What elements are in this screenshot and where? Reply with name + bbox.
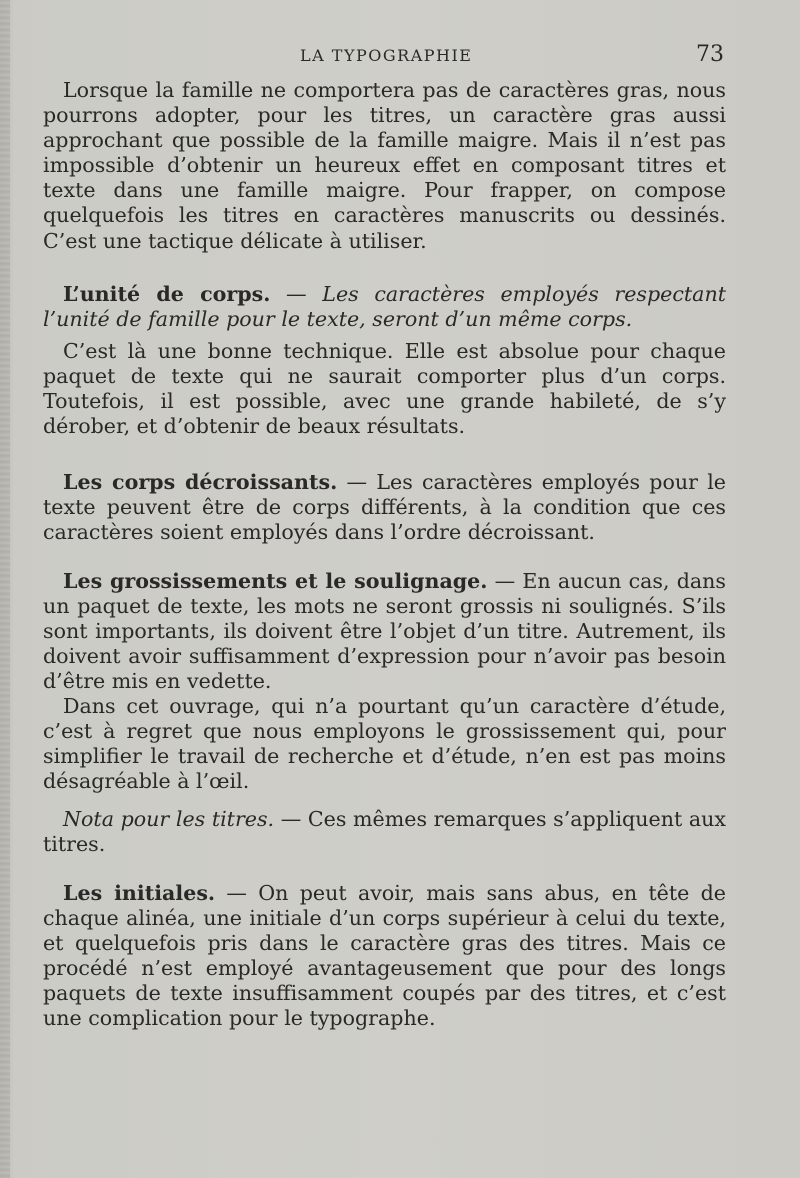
section-heading: Les initiales. [63,880,216,905]
paragraph-text: — On peut avoir, mais sans abus, en tête de chaque alinéa, une initiale d’un corps supérieur à celui du texte, et quelquefois pris dans le caractère gras des titres. Mais ce procédé n’est employé avantageusement que pour des longs paquets de texte insuffisamment coupés par des titres, et c’est une complication pour le typographe. [43,880,726,1030]
paragraph: Dans cet ouvrage, qui n’a pourtant qu’un caractère d’étude, c’est à regret que nous employons le grossissement qui, pour simplifier le travail de recherche et d’étude, n’en est pas moins désagréable à l’œil. [43,693,726,794]
page-number: 73 [696,42,724,67]
page-body [43,78,726,1031]
page-binding-edge [0,0,10,1178]
section-heading: Les corps décroissants. [63,470,338,495]
paragraph: Lorsque la famille ne comportera pas de caractères gras, nous pourrons adopter, pour les titres, un caractère gras aussi approchant que possible de la famille maigre. Mais il n’est pas impossible d’obtenir un heureux effet en composant titres et texte dans une famille maigre. Pour frapper, on compose quelquefois les titres en caractères manuscrits ou dessinés. C’est une tactique délicate à utiliser. [43,78,726,253]
section-heading: Nota pour les titres. [63,807,275,832]
paragraph-text: — En aucun cas, dans un paquet de texte, les mots ne seront grossis ni soulignés. S’ils sont importants, ils doivent être l’objet d’un titre. Autrement, ils doivent avoir suffisamment d’expression pour n’avoir pas besoin d’être mis en vedette. [43,568,726,693]
page-header [40,44,730,72]
paragraph: C’est là une bonne technique. Elle est absolue pour chaque paquet de texte qui ne saurait comporter plus d’un corps. Toutefois, il est possible, avec une grande habileté, de s’y dérober, et d’obtenir de beaux résultats. [43,338,726,439]
paragraph-corps-decroissants [43,470,726,545]
paragraph-initiales [43,881,726,1032]
heading-dash: — [270,281,323,306]
paragraph-text: — Ces mêmes remarques s’appliquent aux titres. [43,807,726,857]
paragraph-rule: Les caractères employés respectant l’unité de famille pour le texte, seront d’un même corps. [43,281,726,331]
section-heading: L’unité de corps. [63,281,271,306]
running-title: LA TYPOGRAPHIE [300,46,473,65]
paragraph-unite-de-corps [43,282,726,332]
section-heading: Les grossissements et le soulignage. [63,568,488,593]
paragraph-text: — Les caractères employés pour le texte peuvent être de corps différents, à la condition que ces caractères soient employés dans l’ordre décroissant. [43,470,726,545]
paragraph-grossissements [43,569,726,694]
paragraph-nota [43,807,726,857]
